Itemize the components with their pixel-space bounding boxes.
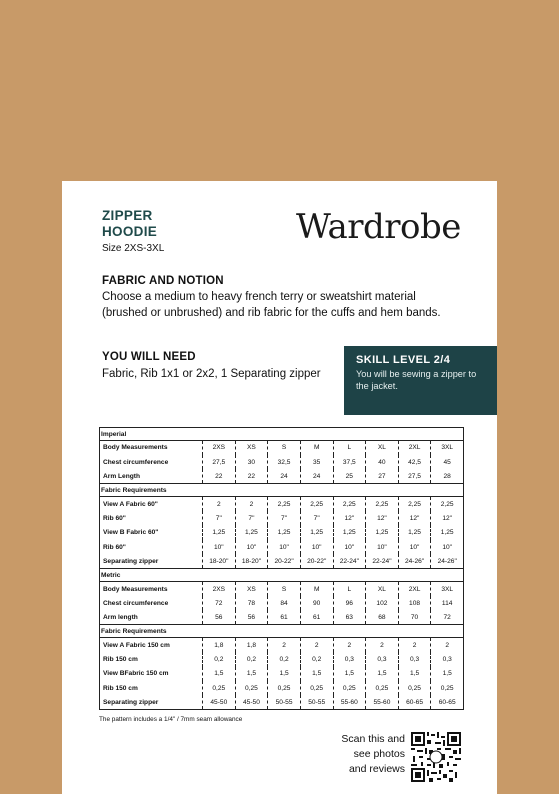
table-cell: 3XL (431, 582, 464, 596)
table-cell: 37,5 (333, 455, 366, 469)
table-cell: 45-50 (203, 695, 236, 709)
table-cell: 12" (398, 511, 431, 525)
row-label: Separating zipper (100, 695, 203, 709)
table-cell: 1,5 (203, 667, 236, 681)
scan-line-1: Scan this and (341, 733, 405, 745)
table-cell: S (268, 441, 301, 455)
need-heading: YOU WILL NEED (102, 351, 196, 363)
table-cell: 2 (203, 497, 236, 511)
table-cell: 22 (203, 469, 236, 483)
row-label: View B Fabric 60" (100, 525, 203, 539)
table-cell: 0,25 (235, 681, 268, 695)
table-cell: 27,5 (398, 469, 431, 483)
table-section-header (100, 625, 464, 638)
table-cell: 2,25 (300, 497, 333, 511)
table-cell: 1,5 (300, 667, 333, 681)
table-cell: M (300, 441, 333, 455)
table-cell: 0,25 (333, 681, 366, 695)
table-cell: 7" (203, 511, 236, 525)
table-cell: 24-26" (398, 554, 431, 568)
table-row (100, 511, 464, 525)
row-label: Chest circumference (100, 596, 203, 610)
table-row (100, 441, 464, 455)
row-label: View BFabric 150 cm (100, 667, 203, 681)
table-cell: 45-50 (235, 695, 268, 709)
table-cell: 1,5 (398, 667, 431, 681)
title-line-1: ZIPPER (102, 208, 153, 223)
table-row (100, 497, 464, 511)
section-title: Metric (100, 569, 464, 582)
table-cell: 1,5 (235, 667, 268, 681)
row-label: Rib 60" (100, 540, 203, 554)
table-row (100, 652, 464, 666)
table-row (100, 667, 464, 681)
table-cell: 10" (398, 540, 431, 554)
table-cell: 0,25 (431, 681, 464, 695)
row-label: View A Fabric 150 cm (100, 638, 203, 652)
scan-text (330, 732, 405, 777)
brand-logo: Wardrobe (296, 207, 461, 247)
table-cell: 1,5 (431, 667, 464, 681)
table-cell: 24-26" (431, 554, 464, 568)
skill-level-text: You will be sewing a zipper to the jacket. (356, 369, 477, 391)
table-cell: XL (366, 441, 399, 455)
table-cell: 50-55 (300, 695, 333, 709)
table-cell: 22 (235, 469, 268, 483)
table-cell: 0,25 (300, 681, 333, 695)
table-cell: XS (235, 441, 268, 455)
table-cell: 18-20" (203, 554, 236, 568)
table-cell: 10" (300, 540, 333, 554)
product-title (102, 208, 157, 240)
section-title: Fabric Requirements (100, 625, 464, 638)
table-cell: 0,25 (203, 681, 236, 695)
table-cell: 2XL (398, 441, 431, 455)
row-label: View A Fabric 60" (100, 497, 203, 511)
table-cell: 50-55 (268, 695, 301, 709)
table-cell: 10" (235, 540, 268, 554)
table-cell: XL (366, 582, 399, 596)
qr-code-icon[interactable] (411, 732, 461, 782)
table-cell: 1,5 (333, 667, 366, 681)
table-cell: 1,25 (333, 525, 366, 539)
row-label: Rib 150 cm (100, 652, 203, 666)
table-cell: 3XL (431, 441, 464, 455)
table-cell: 24 (268, 469, 301, 483)
table-cell: 90 (300, 596, 333, 610)
pattern-card (62, 181, 497, 794)
table-cell: 22-24" (333, 554, 366, 568)
table-cell: 27 (366, 469, 399, 483)
table-row (100, 681, 464, 695)
table-cell: 0,3 (366, 652, 399, 666)
table-cell: 70 (398, 610, 431, 624)
table-cell: 60-65 (431, 695, 464, 709)
table-cell: 1,5 (366, 667, 399, 681)
need-text: Fabric, Rib 1x1 or 2x2, 1 Separating zipper (102, 368, 321, 380)
table-cell: 2XS (203, 441, 236, 455)
table-cell: M (300, 582, 333, 596)
table-cell: S (268, 582, 301, 596)
table-cell: 0,2 (268, 652, 301, 666)
table-cell: 102 (366, 596, 399, 610)
table-cell: 10" (333, 540, 366, 554)
table-cell: 60-65 (398, 695, 431, 709)
table-cell: 0,25 (366, 681, 399, 695)
table-cell: 72 (431, 610, 464, 624)
table-row (100, 582, 464, 596)
row-label: Arm Length (100, 469, 203, 483)
table-cell: 12" (431, 511, 464, 525)
table-cell: 24 (300, 469, 333, 483)
table-row (100, 455, 464, 469)
table-cell: 68 (366, 610, 399, 624)
row-label: Rib 60" (100, 511, 203, 525)
skill-level-title: SKILL LEVEL 2/4 (356, 354, 451, 366)
scan-line-3: and reviews (348, 763, 405, 775)
table-cell: 0,25 (398, 681, 431, 695)
table-cell: 2 (300, 638, 333, 652)
table-cell: 2,25 (333, 497, 366, 511)
table-cell: 12" (366, 511, 399, 525)
table-cell: 61 (268, 610, 301, 624)
table-cell: 2,25 (366, 497, 399, 511)
table-cell: 1,25 (268, 525, 301, 539)
seam-allowance-note: The pattern includes a 1/4" / 7mm seam allowance (99, 716, 243, 723)
table-cell: 7" (268, 511, 301, 525)
table-cell: 2 (398, 638, 431, 652)
table-row (100, 469, 464, 483)
table-cell: 56 (235, 610, 268, 624)
table-cell: 20-22" (300, 554, 333, 568)
row-label: Body Measurements (100, 582, 203, 596)
table-row (100, 596, 464, 610)
scan-line-2: see photos (353, 748, 405, 760)
table-cell: L (333, 441, 366, 455)
table-cell: 1,25 (300, 525, 333, 539)
table-cell: 2XL (398, 582, 431, 596)
table-cell: 72 (203, 596, 236, 610)
table-cell: 1,25 (203, 525, 236, 539)
table-row (100, 610, 464, 624)
table-cell: 2,25 (398, 497, 431, 511)
table-row (100, 525, 464, 539)
table-cell: 2 (333, 638, 366, 652)
table-cell: 63 (333, 610, 366, 624)
table-cell: 55-60 (366, 695, 399, 709)
table-row (100, 638, 464, 652)
table-cell: 2 (366, 638, 399, 652)
table-cell: 40 (366, 455, 399, 469)
table-row (100, 540, 464, 554)
table-cell: 0,25 (268, 681, 301, 695)
table-cell: 108 (398, 596, 431, 610)
table-row (100, 695, 464, 709)
table-cell: 2 (235, 497, 268, 511)
table-cell: 28 (431, 469, 464, 483)
table-cell: 7" (235, 511, 268, 525)
size-chart-table (99, 427, 464, 710)
table-cell: 2XS (203, 582, 236, 596)
table-cell: 2,25 (431, 497, 464, 511)
table-cell: 55-60 (333, 695, 366, 709)
row-label: Arm length (100, 610, 203, 624)
table-cell: L (333, 582, 366, 596)
table-cell: 20-22" (268, 554, 301, 568)
table-cell: 2,25 (268, 497, 301, 511)
table-cell: 18-20" (235, 554, 268, 568)
table-cell: XS (235, 582, 268, 596)
size-range: Size 2XS-3XL (102, 243, 165, 254)
table-cell: 45 (431, 455, 464, 469)
row-label: Rib 150 cm (100, 681, 203, 695)
table-cell: 2 (431, 638, 464, 652)
table-cell: 42,5 (398, 455, 431, 469)
table-cell: 56 (203, 610, 236, 624)
row-label: Separating zipper (100, 554, 203, 568)
table-cell: 1,25 (366, 525, 399, 539)
skill-level-box (344, 346, 497, 415)
table-cell: 0,2 (300, 652, 333, 666)
table-cell: 84 (268, 596, 301, 610)
table-cell: 1,5 (268, 667, 301, 681)
table-cell: 35 (300, 455, 333, 469)
table-section-header (100, 569, 464, 582)
table-cell: 1,25 (431, 525, 464, 539)
title-line-2: HOODIE (102, 224, 158, 239)
table-cell: 0,3 (333, 652, 366, 666)
table-cell: 61 (300, 610, 333, 624)
table-row (100, 554, 464, 568)
table-cell: 32,5 (268, 455, 301, 469)
table-cell: 22-24" (366, 554, 399, 568)
section-title: Fabric Requirements (100, 484, 464, 497)
table-cell: 0,2 (203, 652, 236, 666)
table-cell: 114 (431, 596, 464, 610)
table-cell: 7" (300, 511, 333, 525)
section-title: Imperial (100, 428, 464, 441)
table-cell: 1,25 (398, 525, 431, 539)
table-cell: 0,2 (235, 652, 268, 666)
table-cell: 25 (333, 469, 366, 483)
table-cell: 10" (268, 540, 301, 554)
table-cell: 12" (333, 511, 366, 525)
table-cell: 1,8 (235, 638, 268, 652)
table-cell: 10" (431, 540, 464, 554)
fabric-text: Choose a medium to heavy french terry or sweatshirt material (brushed or unbrushed) and rib fabric for the cuffs and hem bands. (102, 291, 441, 319)
row-label: Body Measurements (100, 441, 203, 455)
fabric-heading: FABRIC AND NOTION (102, 275, 224, 287)
table-section-header (100, 484, 464, 497)
table-cell: 10" (203, 540, 236, 554)
table-cell: 0,3 (431, 652, 464, 666)
table-cell: 0,3 (398, 652, 431, 666)
table-cell: 27,5 (203, 455, 236, 469)
table-cell: 1,25 (235, 525, 268, 539)
table-cell: 30 (235, 455, 268, 469)
table-section-header (100, 428, 464, 441)
table-cell: 78 (235, 596, 268, 610)
table-cell: 1,8 (203, 638, 236, 652)
table-cell: 96 (333, 596, 366, 610)
table-cell: 2 (268, 638, 301, 652)
table-cell: 10" (366, 540, 399, 554)
row-label: Chest circumference (100, 455, 203, 469)
